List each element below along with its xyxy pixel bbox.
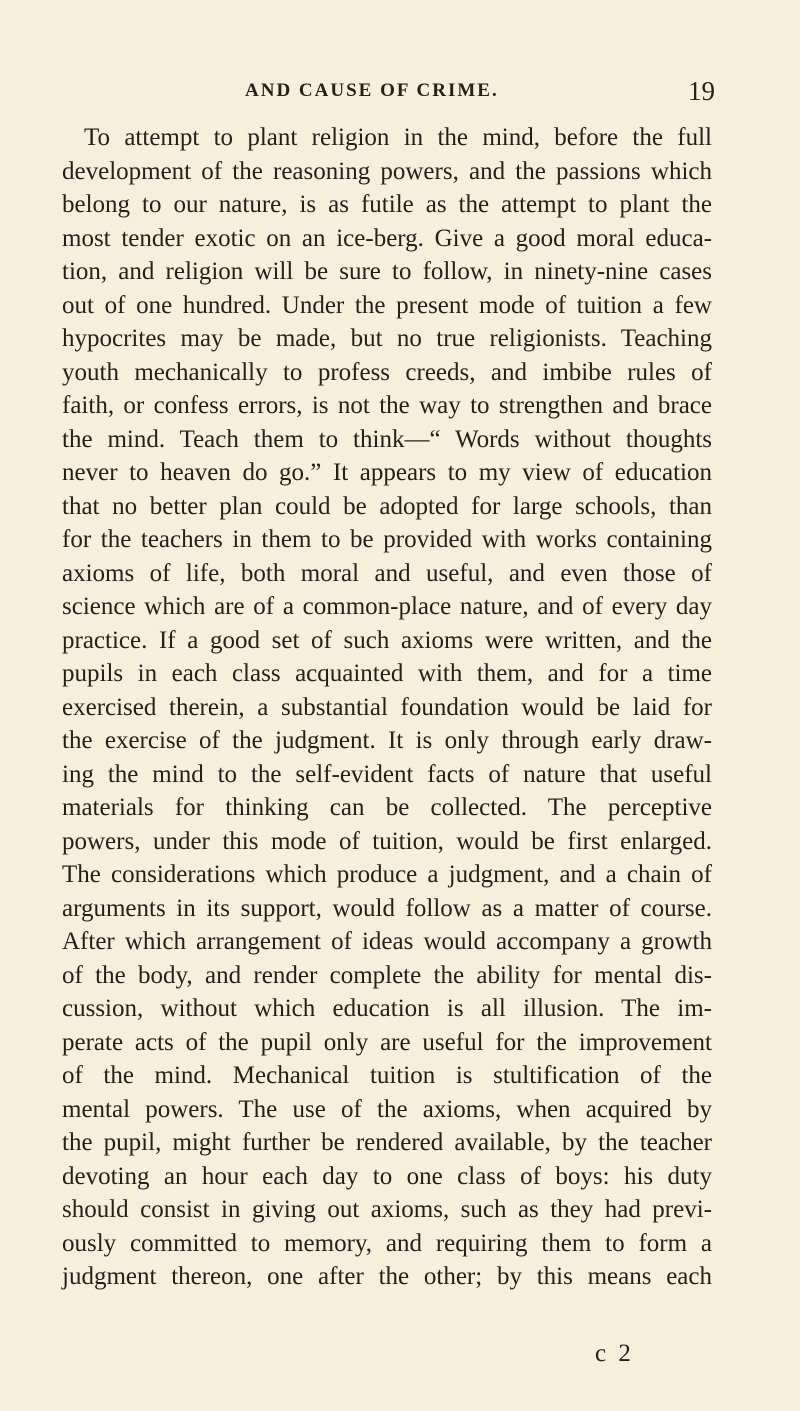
text-line: powers, under this mode of tuition, would be first enlarged.	[62, 827, 712, 855]
text-line: hypocrites may be made, but no true religionists. Teaching	[62, 325, 712, 352]
text-line: After which arrangement of ideas would accompany a growth	[62, 928, 712, 955]
text-line: most tender exotic on an ice-berg. Give a good moral educa-	[62, 224, 712, 252]
text-line: perate acts of the pupil only are useful for the improvement	[62, 1028, 712, 1056]
page-number: 19	[688, 76, 715, 106]
text-line: faith, or confess errors, is not the way to strengthen and brace	[62, 392, 712, 419]
text-line: mental powers. The use of the axioms, when acquired by	[62, 1095, 712, 1123]
signature-mark: c 2	[595, 1340, 634, 1367]
text-line: the exercise of the judgment. It is only through early draw-	[62, 727, 712, 754]
text-line: the mind. Teach them to think—“ Words without thoughts	[62, 425, 712, 453]
body-paragraph	[62, 121, 712, 1294]
text-line: The considerations which produce a judgment, and a chain of	[62, 861, 712, 888]
text-line: that no better plan could be adopted for large schools, than	[62, 492, 712, 520]
text-line: out of one hundred. Under the present mode of tuition a few	[62, 291, 712, 319]
text-line: exercised therein, a substantial foundation would be laid for	[62, 693, 712, 721]
running-title: AND CAUSE OF CRIME.	[245, 80, 499, 101]
text-line: development of the reasoning powers, and the passions which	[62, 157, 712, 185]
text-line: materials for thinking can be collected. The perceptive	[62, 794, 712, 821]
text-line: youth mechanically to profess creeds, and imbibe rules of	[62, 358, 712, 386]
text-line: the pupil, might further be rendered available, by the teacher	[62, 1129, 712, 1156]
text-line: ing the mind to the self-evident facts of nature that useful	[62, 760, 712, 788]
text-line: cussion, without which education is all illusion. The im-	[62, 995, 712, 1022]
text-line: of the mind. Mechanical tuition is stultification of the	[62, 1062, 712, 1089]
text-line: for the teachers in them to be provided with works containing	[62, 526, 712, 553]
text-line: never to heaven do go.” It appears to my view of education	[62, 459, 712, 486]
text-line: belong to our nature, is as futile as the attempt to plant the	[62, 191, 712, 218]
text-line: of the body, and render complete the ability for mental dis-	[62, 961, 712, 989]
text-line: To attempt to plant religion in the mind, before the full	[84, 124, 712, 151]
text-line: arguments in its support, would follow as a matter of course.	[62, 894, 712, 922]
text-line: science which are of a common-place nature, and of every day	[62, 593, 712, 620]
text-line: practice. If a good set of such axioms were written, and the	[62, 626, 712, 654]
text-line: axioms of life, both moral and useful, and even those of	[62, 559, 712, 587]
text-line: should consist in giving out axioms, such as they had previ-	[62, 1196, 712, 1223]
text-line: ously committed to memory, and requiring them to form a	[62, 1229, 712, 1257]
text-line: tion, and religion will be sure to follow, in ninety-nine cases	[62, 258, 712, 285]
text-line: judgment thereon, one after the other; by this means each	[62, 1263, 712, 1290]
text-line: pupils in each class acquainted with them, and for a time	[62, 660, 712, 687]
text-line: devoting an hour each day to one class of boys: his duty	[62, 1162, 712, 1190]
